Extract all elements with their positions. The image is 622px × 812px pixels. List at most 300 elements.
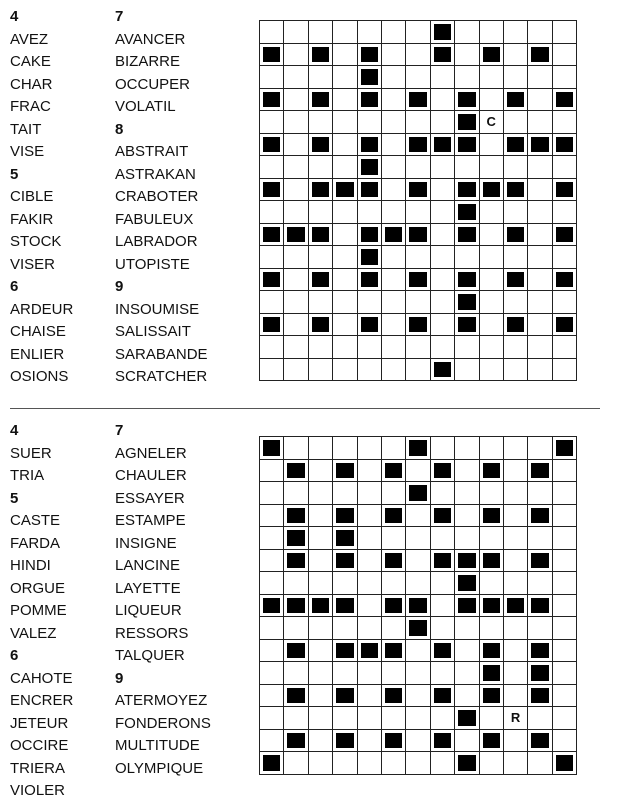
black-square [431,460,455,483]
empty-cell [480,201,504,224]
empty-cell [553,111,577,134]
word-entry: ABSTRAIT [115,143,189,160]
black-square [309,224,333,247]
black-square [455,595,479,618]
word-length-header: 7 [115,422,124,439]
empty-cell [455,640,479,663]
word-entry: TRIA [10,467,45,484]
word-entry: TRIERA [10,759,66,777]
black-square [358,269,382,292]
empty-cell [431,156,455,179]
black-square [431,505,455,528]
empty-cell [406,336,430,359]
empty-cell [504,482,528,505]
black-square [455,224,479,247]
empty-cell [406,21,430,44]
black-square [333,640,357,663]
black-square [504,134,528,157]
word-length-header: 5 [10,165,19,183]
black-square [382,505,406,528]
black-square [333,179,357,202]
word-entry: FRAC [10,98,51,115]
empty-cell [553,707,577,730]
black-square [455,201,479,224]
word-entry: MULTITUDE [115,737,200,754]
word-entry: CHAULER [115,467,187,484]
empty-cell [406,246,430,269]
black-square [260,437,284,460]
word-entry: SALISSAIT [115,323,191,340]
empty-cell [309,482,333,505]
empty-cell [504,685,528,708]
empty-cell [504,21,528,44]
word-length-header: 4 [10,422,19,439]
empty-cell [553,460,577,483]
empty-cell [431,336,455,359]
empty-cell [504,617,528,640]
word-entry: ORGUE [10,579,66,597]
empty-cell [382,482,406,505]
empty-cell [382,314,406,337]
black-square [553,224,577,247]
empty-cell [358,291,382,314]
empty-cell [260,662,284,685]
word-entry: VIOLER [10,782,66,799]
empty-cell [455,44,479,67]
empty-cell [553,550,577,573]
black-square [406,134,430,157]
black-square [406,314,430,337]
empty-cell [455,482,479,505]
word-entry: VISE [10,143,45,160]
empty-cell [309,640,333,663]
empty-cell [309,336,333,359]
word-entry: SCRATCHER [115,368,208,385]
word-entry: ASTRAKAN [115,165,196,183]
word-entry: FARDA [10,534,61,552]
word-entry: CASTE [10,512,61,529]
black-square [333,505,357,528]
empty-cell [333,359,357,382]
empty-cell [480,527,504,550]
empty-cell [504,662,528,685]
empty-cell [504,291,528,314]
black-square [553,752,577,775]
black-square [382,685,406,708]
empty-cell [480,482,504,505]
black-square [260,314,284,337]
empty-cell [284,572,308,595]
empty-cell [553,66,577,89]
word-entry: LABRADOR [115,233,198,250]
word-list-column [10,6,73,389]
empty-cell [480,291,504,314]
word-entry: SUER [10,444,52,462]
black-square [528,730,552,753]
empty-cell [333,224,357,247]
empty-cell [553,336,577,359]
empty-cell [358,111,382,134]
word-entry: RESSORS [115,624,189,642]
empty-cell [553,246,577,269]
word-list-column [10,420,73,803]
empty-cell [284,752,308,775]
empty-cell [406,359,430,382]
black-square [455,269,479,292]
empty-cell [553,640,577,663]
word-entry: UTOPISTE [115,255,190,273]
empty-cell [504,66,528,89]
empty-cell [284,89,308,112]
empty-cell [358,685,382,708]
black-square [260,224,284,247]
empty-cell [431,89,455,112]
empty-cell [358,617,382,640]
empty-cell [284,437,308,460]
empty-cell [260,527,284,550]
empty-cell [455,617,479,640]
empty-cell [309,617,333,640]
black-square [333,460,357,483]
black-square [504,224,528,247]
empty-cell [455,685,479,708]
empty-cell [382,89,406,112]
black-square [455,752,479,775]
empty-cell [480,707,504,730]
word-list-column [115,420,211,780]
empty-cell [333,269,357,292]
word-entry: SARABANDE [115,345,208,363]
empty-cell [309,752,333,775]
empty-cell [528,111,552,134]
word-entry: FAKIR [10,210,54,228]
empty-cell [358,550,382,573]
empty-cell [431,246,455,269]
empty-cell [504,752,528,775]
black-square [358,156,382,179]
empty-cell [431,595,455,618]
black-square [455,291,479,314]
empty-cell [309,572,333,595]
black-square [382,550,406,573]
black-square [260,752,284,775]
empty-cell [333,201,357,224]
given-letter: R [510,710,521,725]
empty-cell [528,707,552,730]
empty-cell [431,572,455,595]
empty-cell [358,336,382,359]
empty-cell [333,156,357,179]
empty-cell [260,707,284,730]
word-entry: ENLIER [10,345,65,363]
empty-cell [406,572,430,595]
black-square [333,527,357,550]
empty-cell [358,505,382,528]
word-entry: CHAR [10,75,53,93]
empty-cell [406,156,430,179]
empty-cell [284,111,308,134]
black-square [504,179,528,202]
empty-cell [431,482,455,505]
crossword-grid [259,436,577,775]
empty-cell [553,527,577,550]
empty-cell [333,111,357,134]
word-entry: OLYMPIQUE [115,759,204,777]
empty-cell [431,66,455,89]
empty-cell [284,707,308,730]
empty-cell [309,437,333,460]
black-square [455,314,479,337]
black-square [528,595,552,618]
word-entry: FONDERONS [115,714,211,732]
empty-cell [284,156,308,179]
empty-cell [528,269,552,292]
black-square [260,89,284,112]
black-square [382,730,406,753]
empty-cell [382,269,406,292]
empty-cell [260,201,284,224]
empty-cell [528,336,552,359]
word-entry: LIQUEUR [115,602,182,619]
empty-cell [260,572,284,595]
empty-cell [528,21,552,44]
black-square [284,595,308,618]
empty-cell [553,44,577,67]
black-square [406,617,430,640]
given-letter-cell [480,111,504,134]
empty-cell [553,617,577,640]
black-square [358,314,382,337]
empty-cell [284,269,308,292]
empty-cell [358,460,382,483]
empty-cell [382,437,406,460]
word-entry: CIBLE [10,188,54,205]
empty-cell [382,44,406,67]
empty-cell [358,572,382,595]
black-square [480,595,504,618]
word-length-header: 9 [115,669,124,687]
empty-cell [480,89,504,112]
black-square [528,550,552,573]
word-entry: CRABOTER [115,188,199,205]
black-square [406,89,430,112]
empty-cell [309,111,333,134]
empty-cell [358,730,382,753]
empty-cell [431,314,455,337]
empty-cell [284,246,308,269]
empty-cell [284,617,308,640]
black-square [406,482,430,505]
empty-cell [528,359,552,382]
empty-cell [455,21,479,44]
empty-cell [528,617,552,640]
empty-cell [260,505,284,528]
black-square [455,111,479,134]
empty-cell [528,246,552,269]
empty-cell [431,111,455,134]
empty-cell [358,482,382,505]
word-entry: LAYETTE [115,579,181,597]
empty-cell [382,707,406,730]
black-square [455,89,479,112]
empty-cell [431,437,455,460]
empty-cell [260,156,284,179]
empty-cell [504,572,528,595]
black-square [382,460,406,483]
word-entry: ATERMOYEZ [115,692,208,709]
empty-cell [528,572,552,595]
empty-cell [333,44,357,67]
black-square [406,224,430,247]
empty-cell [406,640,430,663]
black-square [553,314,577,337]
empty-cell [431,269,455,292]
black-square [358,640,382,663]
black-square [358,66,382,89]
black-square [528,662,552,685]
empty-cell [333,314,357,337]
black-square [406,179,430,202]
empty-cell [528,66,552,89]
empty-cell [455,66,479,89]
empty-cell [528,314,552,337]
black-square [260,595,284,618]
black-square [333,730,357,753]
word-entry: CHAISE [10,323,66,340]
empty-cell [284,134,308,157]
black-square [480,550,504,573]
empty-cell [284,359,308,382]
empty-cell [431,662,455,685]
empty-cell [333,134,357,157]
empty-cell [455,527,479,550]
empty-cell [260,336,284,359]
empty-cell [284,66,308,89]
word-length-header: 5 [10,489,19,507]
empty-cell [553,156,577,179]
black-square [309,595,333,618]
empty-cell [431,291,455,314]
empty-cell [504,44,528,67]
black-square [358,224,382,247]
empty-cell [480,224,504,247]
black-square [431,21,455,44]
empty-cell [406,291,430,314]
word-entry: STOCK [10,233,62,250]
word-entry: VISER [10,255,56,273]
empty-cell [553,201,577,224]
empty-cell [284,179,308,202]
empty-cell [528,482,552,505]
empty-cell [333,66,357,89]
black-square [284,224,308,247]
empty-cell [309,201,333,224]
empty-cell [333,572,357,595]
black-square [431,640,455,663]
empty-cell [406,460,430,483]
empty-cell [553,730,577,753]
word-length-header: 8 [115,120,124,138]
empty-cell [406,662,430,685]
empty-cell [284,336,308,359]
black-square [455,707,479,730]
empty-cell [480,246,504,269]
black-square [431,359,455,382]
empty-cell [553,505,577,528]
empty-cell [455,156,479,179]
empty-cell [358,201,382,224]
empty-cell [431,179,455,202]
empty-cell [431,752,455,775]
word-entry: VALEZ [10,624,57,642]
black-square [333,685,357,708]
empty-cell [504,505,528,528]
empty-cell [504,730,528,753]
empty-cell [406,685,430,708]
empty-cell [260,482,284,505]
empty-cell [260,460,284,483]
empty-cell [480,21,504,44]
empty-cell [553,595,577,618]
word-entry: AVEZ [10,30,49,48]
empty-cell [480,359,504,382]
black-square [504,269,528,292]
empty-cell [260,550,284,573]
empty-cell [455,336,479,359]
black-square [480,640,504,663]
empty-cell [260,66,284,89]
black-square [480,505,504,528]
empty-cell [528,201,552,224]
empty-cell [480,269,504,292]
black-square [455,134,479,157]
empty-cell [553,291,577,314]
empty-cell [284,44,308,67]
empty-cell [309,527,333,550]
empty-cell [480,336,504,359]
empty-cell [309,730,333,753]
word-length-header: 6 [10,278,19,295]
word-entry: INSOUMISE [115,300,200,318]
black-square [480,179,504,202]
black-square [358,44,382,67]
black-square [504,314,528,337]
empty-cell [504,640,528,663]
empty-cell [553,572,577,595]
black-square [455,572,479,595]
empty-cell [406,527,430,550]
empty-cell [309,707,333,730]
empty-cell [309,550,333,573]
empty-cell [284,314,308,337]
black-square [284,685,308,708]
empty-cell [480,134,504,157]
black-square [480,685,504,708]
word-entry: CAKE [10,53,51,70]
black-square [284,550,308,573]
black-square [382,224,406,247]
empty-cell [260,640,284,663]
black-square [333,595,357,618]
empty-cell [333,707,357,730]
word-length-header: 4 [10,8,19,25]
empty-cell [309,246,333,269]
black-square [284,730,308,753]
black-square [309,134,333,157]
word-entry: BIZARRE [115,53,181,70]
black-square [358,134,382,157]
empty-cell [358,595,382,618]
